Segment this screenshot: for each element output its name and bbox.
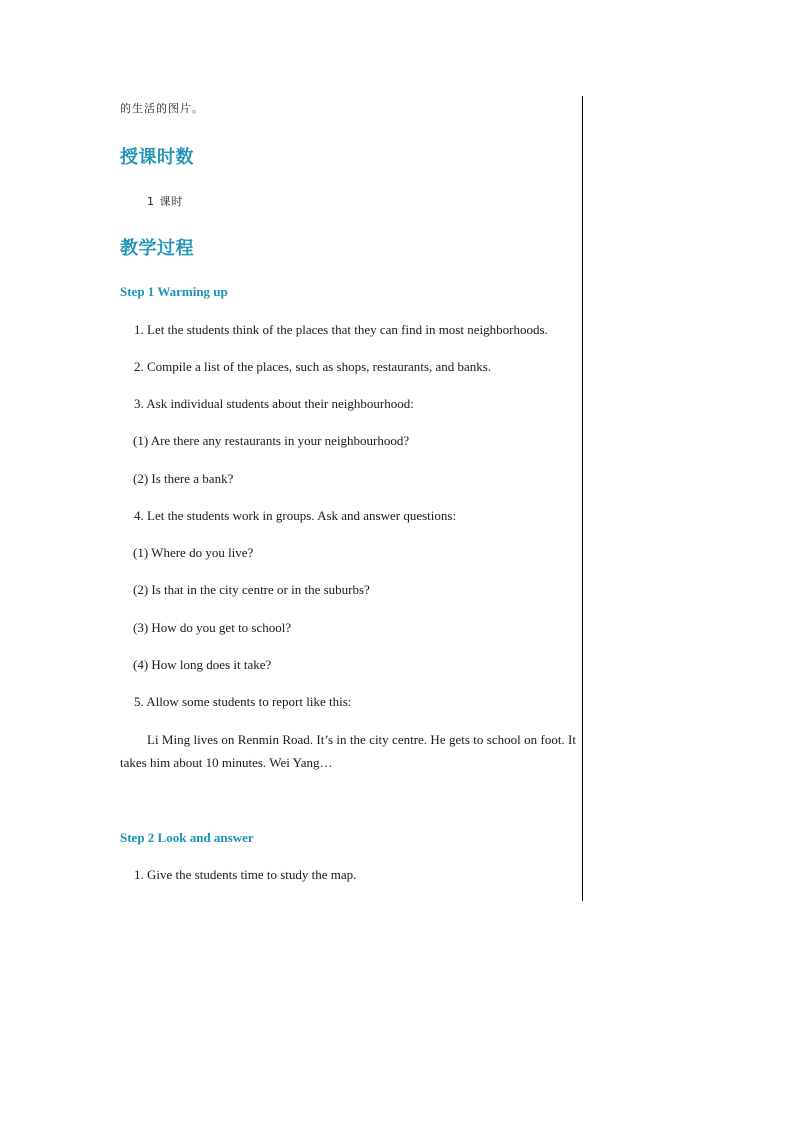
report-example-paragraph: Li Ming lives on Renmin Road. It’s in the city centre. He gets to school on foot. It takes him about 10 minutes. Wei Yang…	[120, 732, 576, 770]
step1-heading: Step 1 Warming up	[120, 284, 228, 299]
step1-line: (4) How long does it take?	[133, 657, 272, 672]
step1-line: 4. Let the students work in groups. Ask and answer questions:	[134, 508, 457, 523]
step2-line: 1. Give the students time to study the map.	[134, 867, 357, 882]
step1-line: (1) Where do you live?	[133, 545, 254, 560]
step1-line: 1. Let the students think of the places that they can find in most neighborhoods.	[134, 322, 548, 337]
table-right-border	[582, 96, 583, 901]
heading-class-hours: 授课时数	[120, 147, 194, 168]
step1-line: (2) Is there a bank?	[133, 471, 234, 486]
step1-line: (3) How do you get to school?	[133, 620, 292, 635]
class-hours-value: 1 课时	[147, 195, 184, 208]
step1-line: 5. Allow some students to report like this:	[134, 694, 352, 709]
step1-line: 2. Compile a list of the places, such as shops, restaurants, and banks.	[134, 359, 492, 374]
step1-line: (2) Is that in the city centre or in the suburbs?	[133, 582, 370, 597]
heading-teaching-process: 教学过程	[120, 238, 194, 259]
step1-line: 3. Ask individual students about their neighbourhood:	[134, 396, 414, 411]
intro-text-tail: 的生活的图片。	[120, 102, 204, 115]
step1-line: (1) Are there any restaurants in your neighbourhood?	[133, 433, 410, 448]
step2-heading: Step 2 Look and answer	[120, 830, 254, 845]
